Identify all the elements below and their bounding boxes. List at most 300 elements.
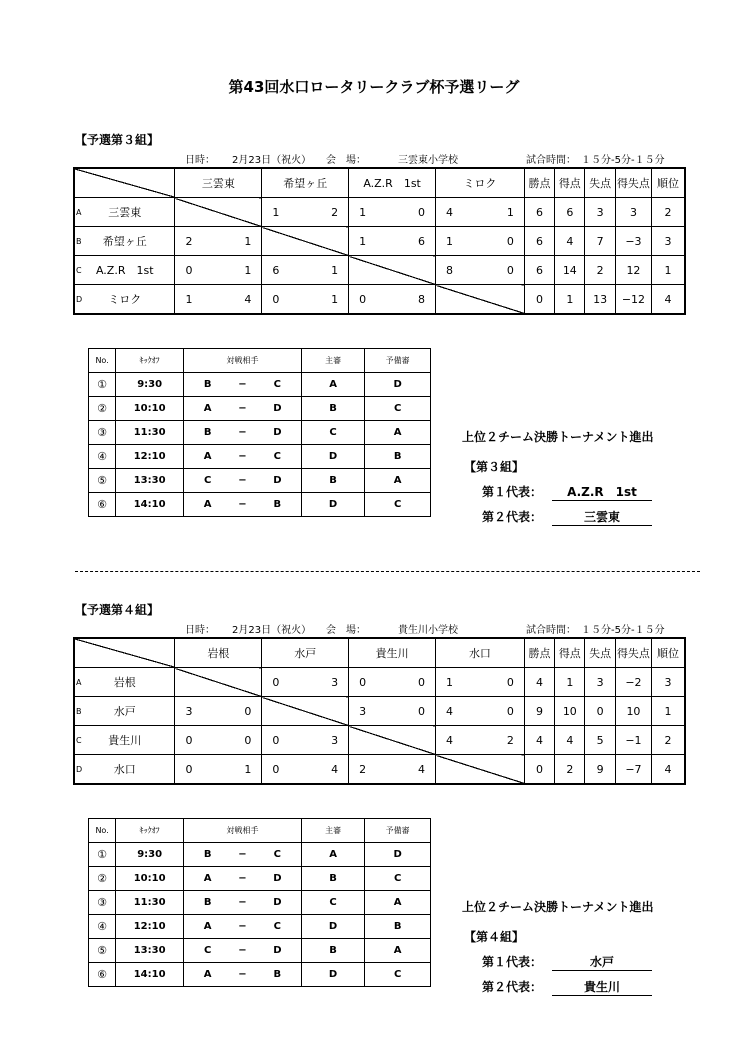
score-cell (262, 726, 349, 755)
score-cell (262, 256, 349, 285)
versus-dash: − (231, 843, 254, 867)
away-team: C (254, 373, 302, 397)
match-date: 2月23日（祝火） (232, 155, 312, 166)
score-for: 1 (446, 234, 454, 248)
stat-value: 12 (615, 256, 651, 285)
stat-value: 2 (585, 256, 615, 285)
schedule-row (89, 421, 431, 445)
row-key: B (76, 237, 82, 246)
team-name: 水戸 (113, 705, 136, 718)
score-against: 1 (244, 263, 252, 277)
score-against: 4 (244, 292, 252, 306)
corner-cell (74, 638, 175, 668)
score-for: 3 (359, 704, 367, 718)
score-cell (349, 285, 436, 315)
score-against: 1 (331, 263, 339, 277)
team-name-cell (74, 227, 175, 256)
row-key: C (76, 736, 82, 745)
page-title: 第43回水口ロータリークラブ杯予選リーグ (228, 78, 520, 96)
venue: 三雲東小学校 (398, 155, 458, 166)
score-against: 3 (331, 733, 339, 747)
advance-group: 【第３組】 (464, 460, 525, 474)
stat-header: 得失点 (615, 638, 651, 668)
kickoff-time: 12:10 (116, 445, 184, 469)
referee: B (301, 939, 364, 963)
schedule-row (89, 843, 431, 867)
score-cell (175, 755, 262, 785)
row-key: A (76, 678, 82, 687)
stat-value: 7 (585, 227, 615, 256)
self-match-cell (175, 668, 262, 697)
stat-value: 4 (524, 668, 554, 697)
versus-dash: − (231, 421, 254, 445)
versus-dash: − (231, 373, 254, 397)
referee: B (301, 469, 364, 493)
sub-referee: A (365, 469, 431, 493)
score-cell (436, 256, 525, 285)
referee-header: 主審 (301, 819, 364, 843)
versus-dash: − (231, 939, 254, 963)
versus-dash: − (231, 915, 254, 939)
match-number: ② (89, 867, 116, 891)
score-for: 4 (446, 733, 454, 747)
stat-value: −3 (615, 227, 651, 256)
sub-referee: B (365, 445, 431, 469)
advance-title: 上位２チーム決勝トーナメント進出 (462, 430, 654, 444)
referee: D (301, 445, 364, 469)
sub-referee: B (365, 915, 431, 939)
score-for: 4 (446, 205, 454, 219)
schedule-row (89, 397, 431, 421)
schedule-row (89, 469, 431, 493)
venue-label: 会 場： (326, 155, 366, 166)
stat-value: −1 (615, 726, 651, 755)
date-label: 日時： (185, 155, 215, 166)
score-cell (436, 697, 525, 726)
away-team: D (254, 421, 302, 445)
self-match-cell (262, 227, 349, 256)
kickoff-time: 11:30 (116, 421, 184, 445)
away-team: D (254, 867, 302, 891)
stat-value: 13 (585, 285, 615, 315)
team-name: ミロク (108, 293, 142, 306)
stat-value: 0 (585, 697, 615, 726)
sub-referee: C (365, 397, 431, 421)
venue-label: 会 場： (326, 625, 366, 636)
score-cell (262, 755, 349, 785)
score-cell (436, 726, 525, 755)
away-team: B (254, 963, 302, 987)
score-cell (436, 198, 525, 227)
team-name-cell (74, 755, 175, 785)
match-time: 試合時間： １５分-5分-１５分 (526, 625, 665, 636)
versus-dash: − (231, 397, 254, 421)
sub-referee: D (365, 843, 431, 867)
self-match-cell (175, 198, 262, 227)
schedule-header-row (89, 349, 431, 373)
stat-value: 4 (652, 755, 685, 785)
home-team: A (184, 963, 232, 987)
group-label: 【予選第４組】 (75, 603, 160, 617)
stat-value: −12 (615, 285, 651, 315)
referee: A (301, 373, 364, 397)
stat-value: 2 (555, 755, 585, 785)
score-cell (436, 668, 525, 697)
rep2-label: 第２代表： (482, 980, 543, 994)
team-header: 岩根 (175, 638, 262, 668)
section-divider (75, 571, 700, 572)
home-team: B (184, 373, 232, 397)
stat-value: 3 (585, 198, 615, 227)
league-row (74, 726, 685, 755)
rep2-label: 第２代表： (482, 510, 543, 524)
stat-value: 4 (555, 726, 585, 755)
row-key: D (76, 765, 83, 774)
stat-value: 0 (524, 755, 554, 785)
kickoff-time: 13:30 (116, 469, 184, 493)
schedule-row (89, 939, 431, 963)
stat-value: 1 (652, 697, 685, 726)
schedule-row (89, 963, 431, 987)
score-against: 0 (506, 704, 514, 718)
stat-value: 6 (555, 198, 585, 227)
match-time: 試合時間： １５分-5分-１５分 (526, 155, 665, 166)
venue: 貴生川小学校 (398, 625, 458, 636)
stat-value: 0 (524, 285, 554, 315)
date-label: 日時： (185, 625, 215, 636)
team-name: 希望ヶ丘 (102, 235, 147, 248)
score-against: 1 (244, 234, 252, 248)
home-team: A (184, 915, 232, 939)
match-number: ⑥ (89, 493, 116, 517)
sub-referee: A (365, 891, 431, 915)
versus-dash: − (231, 867, 254, 891)
team-header: 三雲東 (175, 168, 262, 198)
sub-referee: C (365, 867, 431, 891)
home-team: A (184, 493, 232, 517)
sub-referee-header: 予備審 (365, 819, 431, 843)
stat-value: 4 (652, 285, 685, 315)
match-number: ⑤ (89, 469, 116, 493)
stat-value: 6 (524, 256, 554, 285)
advance-group: 【第４組】 (464, 930, 525, 944)
stat-value: 1 (652, 256, 685, 285)
team-name: 水口 (113, 763, 136, 776)
stat-value: −7 (615, 755, 651, 785)
team-header: 水戸 (262, 638, 349, 668)
league-row (74, 198, 685, 227)
home-team: A (184, 445, 232, 469)
score-against: 1 (506, 205, 514, 219)
score-against: 0 (418, 704, 426, 718)
score-for: 1 (359, 205, 367, 219)
score-against: 0 (418, 675, 426, 689)
score-for: 0 (272, 733, 280, 747)
away-team: C (254, 843, 302, 867)
stat-header: 順位 (652, 638, 685, 668)
corner-cell (74, 168, 175, 198)
league-row (74, 227, 685, 256)
home-team: A (184, 867, 232, 891)
home-team: A (184, 397, 232, 421)
rep1-team: A.Z.R 1st (552, 483, 652, 501)
kickoff-time: 10:10 (116, 397, 184, 421)
score-cell (262, 668, 349, 697)
stat-value: −2 (615, 668, 651, 697)
rep2-team: 貴生川 (552, 978, 652, 996)
kickoff-time: 9:30 (116, 373, 184, 397)
home-team: C (184, 939, 232, 963)
away-team: C (254, 445, 302, 469)
referee: D (301, 963, 364, 987)
team-header: A.Z.R 1st (349, 168, 436, 198)
match-number: ① (89, 373, 116, 397)
schedule-table (88, 818, 431, 987)
stat-header: 失点 (585, 168, 615, 198)
versus-dash: − (231, 445, 254, 469)
opponent-header: 対戦相手 (184, 349, 302, 373)
league-row (74, 668, 685, 697)
score-cell (436, 227, 525, 256)
self-match-cell (436, 285, 525, 315)
self-match-cell (349, 726, 436, 755)
away-team: D (254, 891, 302, 915)
stat-value: 10 (555, 697, 585, 726)
score-for: 4 (446, 704, 454, 718)
stat-header: 失点 (585, 638, 615, 668)
match-number: ⑤ (89, 939, 116, 963)
match-number: ④ (89, 915, 116, 939)
score-against: 0 (244, 704, 252, 718)
score-against: 0 (506, 675, 514, 689)
stat-value: 2 (652, 198, 685, 227)
team-name-cell (74, 668, 175, 697)
score-against: 0 (244, 733, 252, 747)
home-team: B (184, 843, 232, 867)
kickoff-time: 14:10 (116, 493, 184, 517)
score-for: 3 (185, 704, 193, 718)
score-for: 1 (185, 292, 193, 306)
stat-value: 3 (652, 227, 685, 256)
referee: D (301, 915, 364, 939)
score-cell (262, 285, 349, 315)
away-team: B (254, 493, 302, 517)
team-header: 希望ヶ丘 (262, 168, 349, 198)
match-number: ② (89, 397, 116, 421)
stat-header: 勝点 (524, 168, 554, 198)
score-for: 1 (359, 234, 367, 248)
stat-value: 5 (585, 726, 615, 755)
kickoff-time: 10:10 (116, 867, 184, 891)
stat-value: 6 (524, 198, 554, 227)
kickoff-time: 11:30 (116, 891, 184, 915)
opponent-header: 対戦相手 (184, 819, 302, 843)
team-name-cell (74, 198, 175, 227)
stat-value: 9 (585, 755, 615, 785)
home-team: B (184, 891, 232, 915)
score-cell (349, 668, 436, 697)
kickoff-time: 14:10 (116, 963, 184, 987)
schedule-row (89, 493, 431, 517)
stat-header: 得点 (555, 168, 585, 198)
league-row (74, 697, 685, 726)
score-against: 4 (331, 762, 339, 776)
row-key: C (76, 266, 82, 275)
score-against: 3 (331, 675, 339, 689)
stat-value: 4 (524, 726, 554, 755)
score-cell (349, 697, 436, 726)
score-cell (175, 697, 262, 726)
sub-referee-header: 予備審 (365, 349, 431, 373)
league-row (74, 285, 685, 315)
score-for: 2 (185, 234, 193, 248)
match-number: ③ (89, 891, 116, 915)
score-against: 4 (418, 762, 426, 776)
score-against: 6 (418, 234, 426, 248)
rep1-label: 第１代表： (482, 955, 543, 969)
score-cell (349, 755, 436, 785)
score-against: 8 (418, 292, 426, 306)
league-table (73, 637, 686, 785)
score-for: 0 (185, 762, 193, 776)
group-label: 【予選第３組】 (75, 133, 160, 147)
match-number: ⑥ (89, 963, 116, 987)
referee: C (301, 421, 364, 445)
schedule-row (89, 373, 431, 397)
stat-header: 得点 (555, 638, 585, 668)
score-against: 0 (506, 234, 514, 248)
score-cell (175, 227, 262, 256)
schedule-row (89, 915, 431, 939)
versus-dash: − (231, 891, 254, 915)
score-against: 0 (506, 263, 514, 277)
stat-value: 2 (652, 726, 685, 755)
referee: A (301, 843, 364, 867)
score-cell (175, 726, 262, 755)
match-number: ① (89, 843, 116, 867)
rep1-label: 第１代表： (482, 485, 543, 499)
sub-referee: C (365, 493, 431, 517)
score-cell (349, 227, 436, 256)
stat-header: 勝点 (524, 638, 554, 668)
team-name: 岩根 (113, 676, 136, 689)
advance-title: 上位２チーム決勝トーナメント進出 (462, 900, 654, 914)
referee: B (301, 867, 364, 891)
score-for: 0 (359, 675, 367, 689)
schedule-row (89, 891, 431, 915)
versus-dash: − (231, 963, 254, 987)
stat-value: 14 (555, 256, 585, 285)
stat-value: 4 (555, 227, 585, 256)
team-name: A.Z.R 1st (95, 264, 154, 277)
self-match-cell (262, 697, 349, 726)
rep1-team: 水戸 (552, 953, 652, 971)
score-against: 2 (331, 205, 339, 219)
stat-header: 得失点 (615, 168, 651, 198)
schedule-row (89, 445, 431, 469)
team-name-cell (74, 256, 175, 285)
stat-value: 3 (615, 198, 651, 227)
referee-header: 主審 (301, 349, 364, 373)
self-match-cell (349, 256, 436, 285)
no-header: No. (89, 819, 116, 843)
score-cell (175, 256, 262, 285)
team-header: 水口 (436, 638, 525, 668)
away-team: C (254, 915, 302, 939)
score-against: 0 (418, 205, 426, 219)
versus-dash: − (231, 469, 254, 493)
self-match-cell (436, 755, 525, 785)
league-table (73, 167, 686, 315)
score-for: 0 (272, 762, 280, 776)
row-key: D (76, 295, 83, 304)
row-key: B (76, 707, 82, 716)
stat-value: 10 (615, 697, 651, 726)
team-name-cell (74, 697, 175, 726)
team-name: 貴生川 (108, 734, 142, 747)
sub-referee: A (365, 939, 431, 963)
team-header: 貴生川 (349, 638, 436, 668)
no-header: No. (89, 349, 116, 373)
team-name-cell (74, 285, 175, 315)
sub-referee: D (365, 373, 431, 397)
team-header: ミロク (436, 168, 525, 198)
league-header-row (74, 638, 685, 668)
match-number: ③ (89, 421, 116, 445)
score-for: 6 (272, 263, 280, 277)
score-for: 0 (185, 733, 193, 747)
row-key: A (76, 208, 82, 217)
sub-referee: C (365, 963, 431, 987)
score-for: 0 (185, 263, 193, 277)
kickoff-time: 12:10 (116, 915, 184, 939)
home-team: C (184, 469, 232, 493)
score-for: 0 (359, 292, 367, 306)
kickoff-time: 9:30 (116, 843, 184, 867)
versus-dash: − (231, 493, 254, 517)
team-name-cell (74, 726, 175, 755)
team-name: 三雲東 (108, 206, 142, 219)
score-cell (262, 198, 349, 227)
sub-referee: A (365, 421, 431, 445)
away-team: D (254, 939, 302, 963)
schedule-header-row (89, 819, 431, 843)
stat-value: 9 (524, 697, 554, 726)
schedule-row (89, 867, 431, 891)
score-for: 2 (359, 762, 367, 776)
score-for: 0 (272, 675, 280, 689)
score-for: 1 (446, 675, 454, 689)
league-row (74, 256, 685, 285)
score-cell (349, 198, 436, 227)
schedule-table (88, 348, 431, 517)
score-for: 8 (446, 263, 454, 277)
league-row (74, 755, 685, 785)
rep2-team: 三雲東 (552, 508, 652, 526)
referee: D (301, 493, 364, 517)
referee: C (301, 891, 364, 915)
match-date: 2月23日（祝火） (232, 625, 312, 636)
score-against: 2 (506, 733, 514, 747)
score-against: 1 (331, 292, 339, 306)
score-cell (175, 285, 262, 315)
stat-value: 1 (555, 285, 585, 315)
stat-value: 6 (524, 227, 554, 256)
league-header-row (74, 168, 685, 198)
kickoff-time: 13:30 (116, 939, 184, 963)
away-team: D (254, 469, 302, 493)
stat-value: 1 (555, 668, 585, 697)
